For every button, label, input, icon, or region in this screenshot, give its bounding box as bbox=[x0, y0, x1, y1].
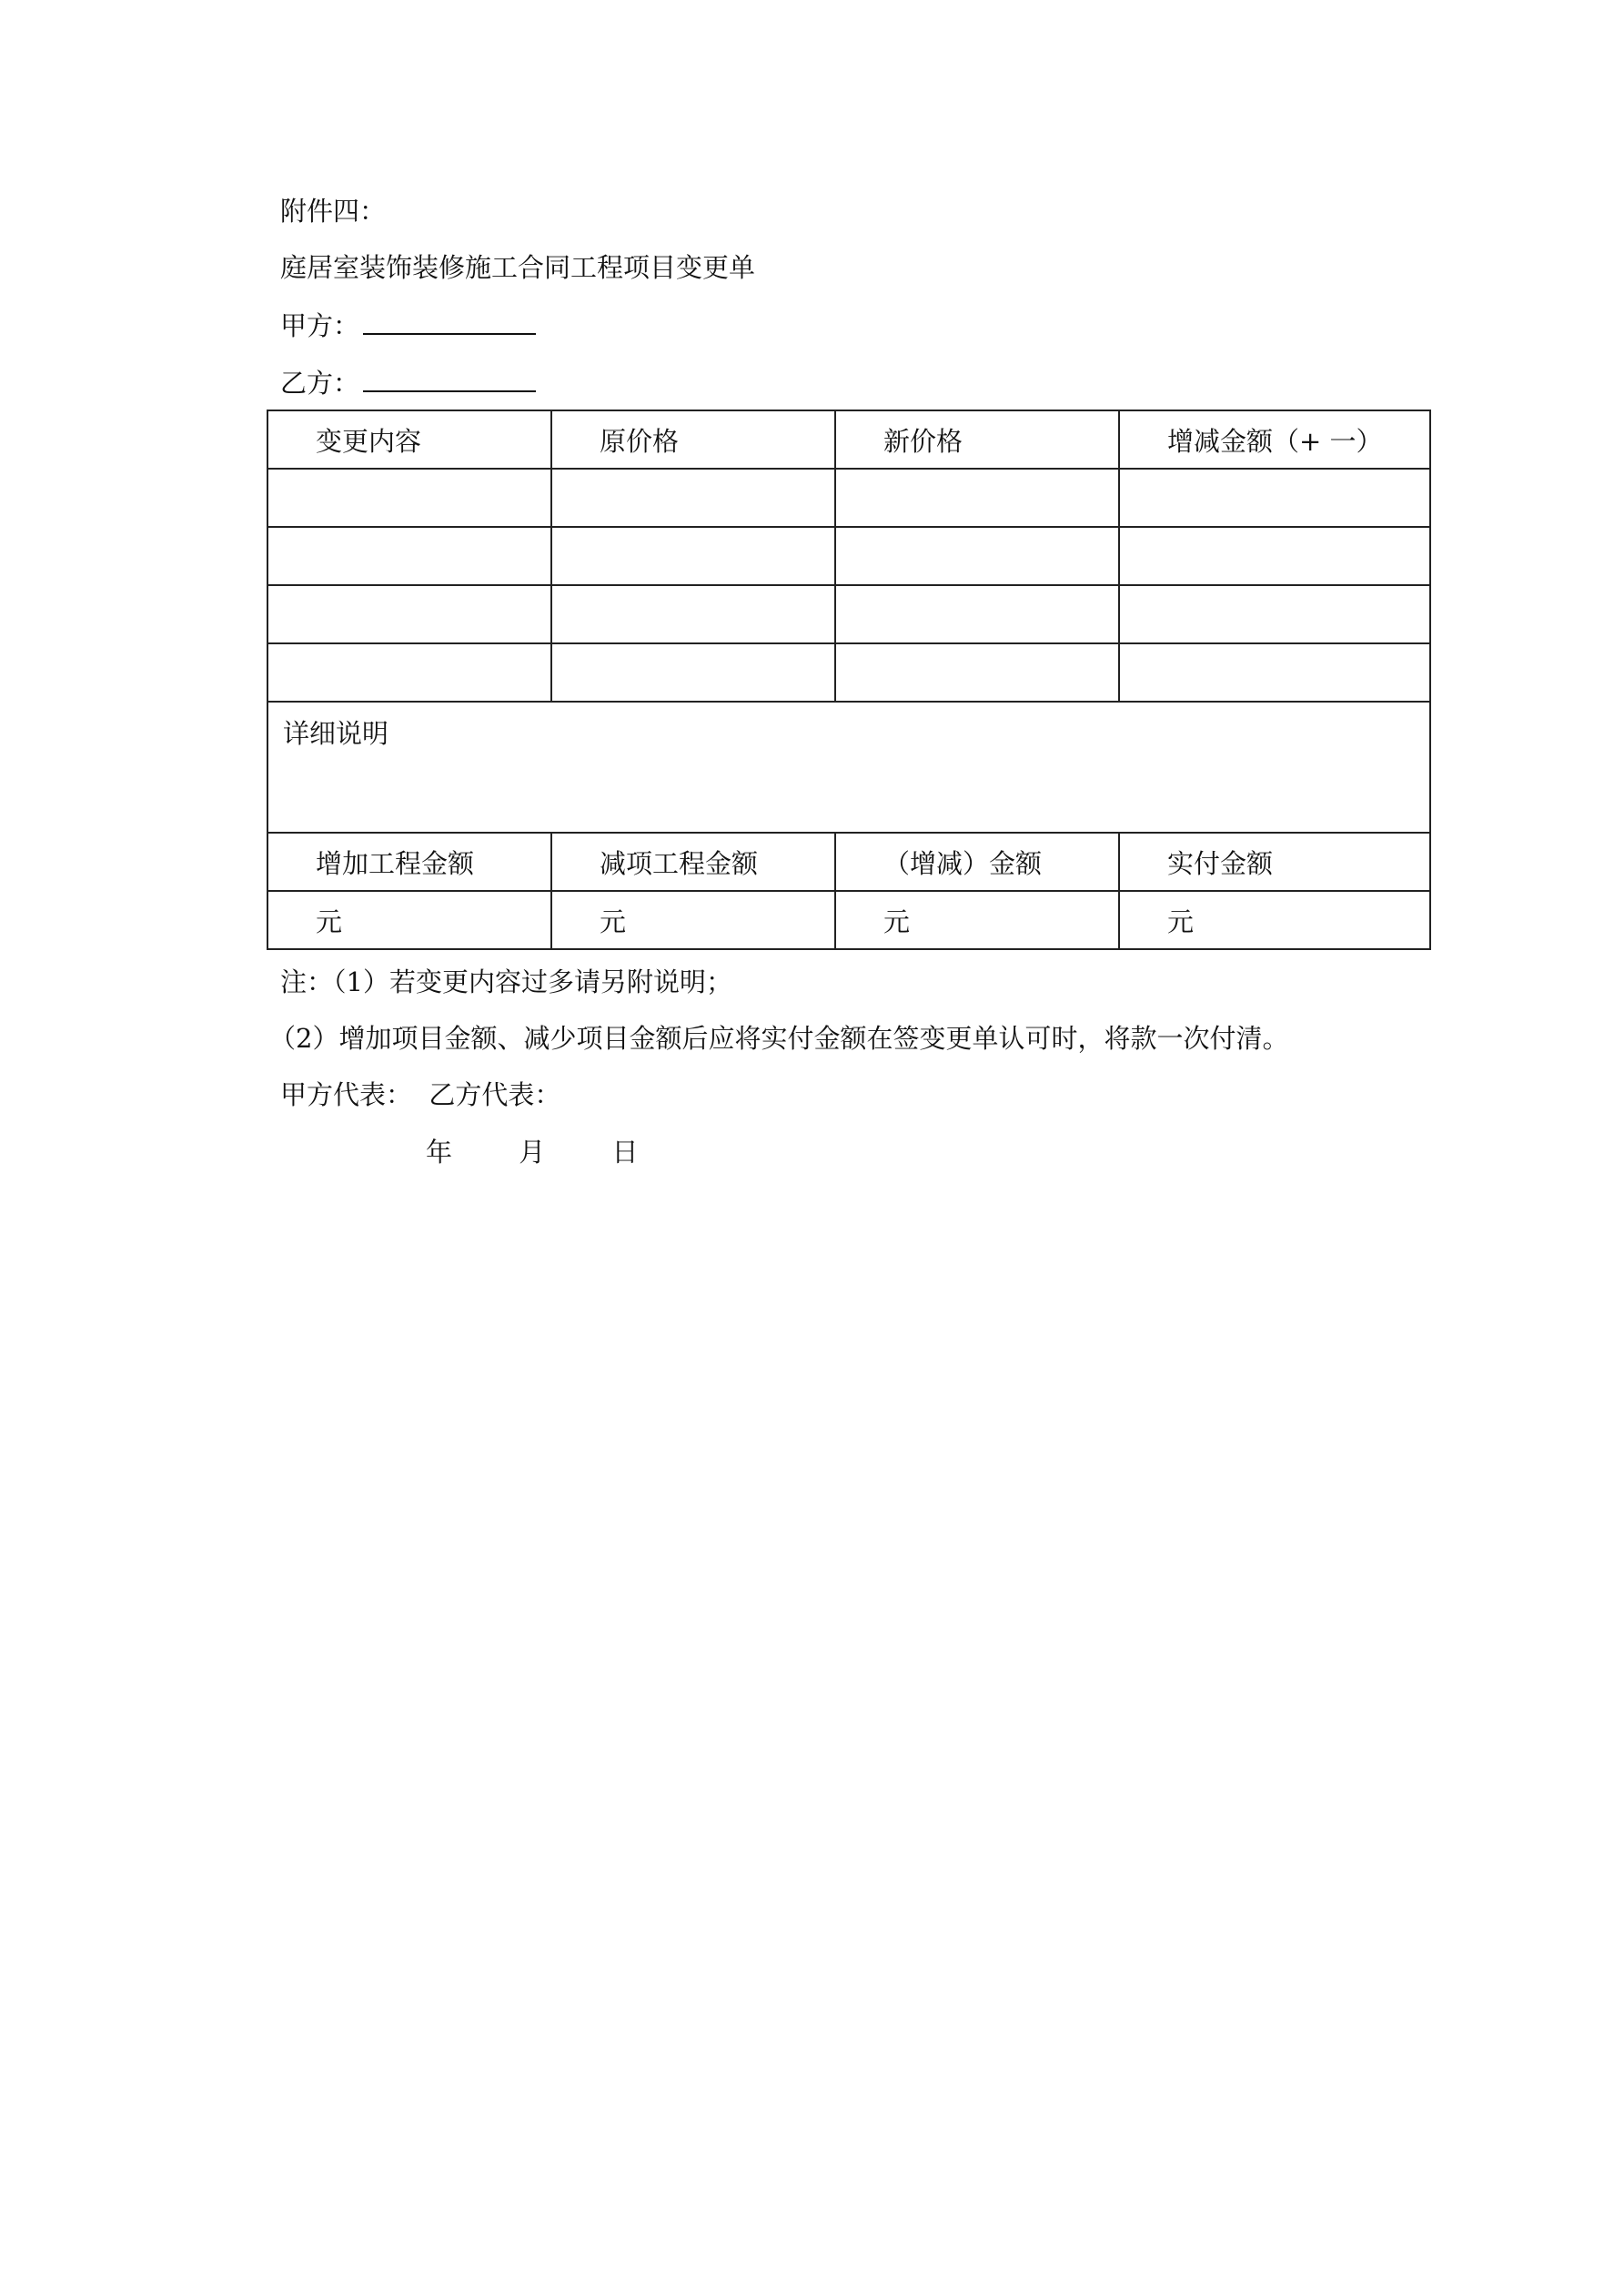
table-cell[interactable] bbox=[551, 527, 835, 585]
table-cell[interactable] bbox=[1119, 585, 1430, 643]
detail-description-cell[interactable] bbox=[267, 702, 1430, 833]
table-cell[interactable] bbox=[1119, 527, 1430, 585]
summary-header-net: （增减）金额 bbox=[835, 833, 1119, 891]
table-cell[interactable] bbox=[267, 527, 551, 585]
table-row bbox=[267, 469, 1430, 527]
table-header-row bbox=[267, 410, 1430, 469]
attachment-label: 附件四： bbox=[280, 196, 387, 227]
table-cell[interactable] bbox=[551, 585, 835, 643]
summary-value-row bbox=[267, 891, 1430, 949]
summary-value-reduced[interactable]: 元 bbox=[551, 891, 835, 949]
table-cell[interactable] bbox=[1119, 469, 1430, 527]
note-2: （2）增加项目金额、减少项目金额后应将实付金额在签变更单认可时，将款一次付清。 bbox=[269, 1023, 1289, 1054]
table-cell[interactable] bbox=[267, 585, 551, 643]
header-original-price: 原价格 bbox=[551, 410, 835, 469]
note-1: 注：（1）若变更内容过多请另附说明； bbox=[280, 966, 732, 997]
table-cell[interactable] bbox=[551, 469, 835, 527]
signature-line: 甲方代表： 乙方代表： bbox=[280, 1079, 561, 1110]
date-day[interactable]: 日 bbox=[611, 1137, 639, 1168]
party-a-line bbox=[280, 308, 536, 344]
header-amount-change: 增减金额（+ 一） bbox=[1119, 410, 1430, 469]
table-cell[interactable] bbox=[835, 585, 1119, 643]
change-order-table bbox=[267, 410, 1431, 950]
date-year[interactable]: 年 bbox=[426, 1137, 453, 1168]
table-row bbox=[267, 527, 1430, 585]
table-row bbox=[267, 643, 1430, 702]
summary-header-reduced: 减项工程金额 bbox=[551, 833, 835, 891]
table-cell[interactable] bbox=[835, 643, 1119, 702]
table-cell[interactable] bbox=[835, 469, 1119, 527]
summary-value-net[interactable]: 元 bbox=[835, 891, 1119, 949]
summary-header-paid: 实付金额 bbox=[1119, 833, 1430, 891]
table-cell[interactable] bbox=[267, 643, 551, 702]
table-cell[interactable] bbox=[1119, 643, 1430, 702]
table-cell[interactable] bbox=[835, 527, 1119, 585]
date-line bbox=[426, 1134, 638, 1170]
header-change-content: 变更内容 bbox=[267, 410, 551, 469]
table-cell[interactable] bbox=[267, 469, 551, 527]
header-new-price: 新价格 bbox=[835, 410, 1119, 469]
party-a-label: 甲方： bbox=[280, 310, 360, 341]
party-b-line bbox=[280, 365, 536, 401]
summary-value-paid[interactable]: 元 bbox=[1119, 891, 1430, 949]
table-row bbox=[267, 585, 1430, 643]
party-b-blank[interactable] bbox=[363, 365, 536, 392]
summary-header-row bbox=[267, 833, 1430, 891]
summary-value-added[interactable]: 元 bbox=[267, 891, 551, 949]
summary-header-added: 增加工程金额 bbox=[267, 833, 551, 891]
party-b-label: 乙方： bbox=[280, 368, 360, 399]
table-cell[interactable] bbox=[551, 643, 835, 702]
detail-label: 详细说明 bbox=[283, 718, 389, 749]
date-month[interactable]: 月 bbox=[519, 1137, 546, 1168]
document-title: 庭居室装饰装修施工合同工程项目变更单 bbox=[280, 252, 756, 283]
party-a-blank[interactable] bbox=[363, 308, 536, 335]
detail-row bbox=[267, 702, 1430, 833]
